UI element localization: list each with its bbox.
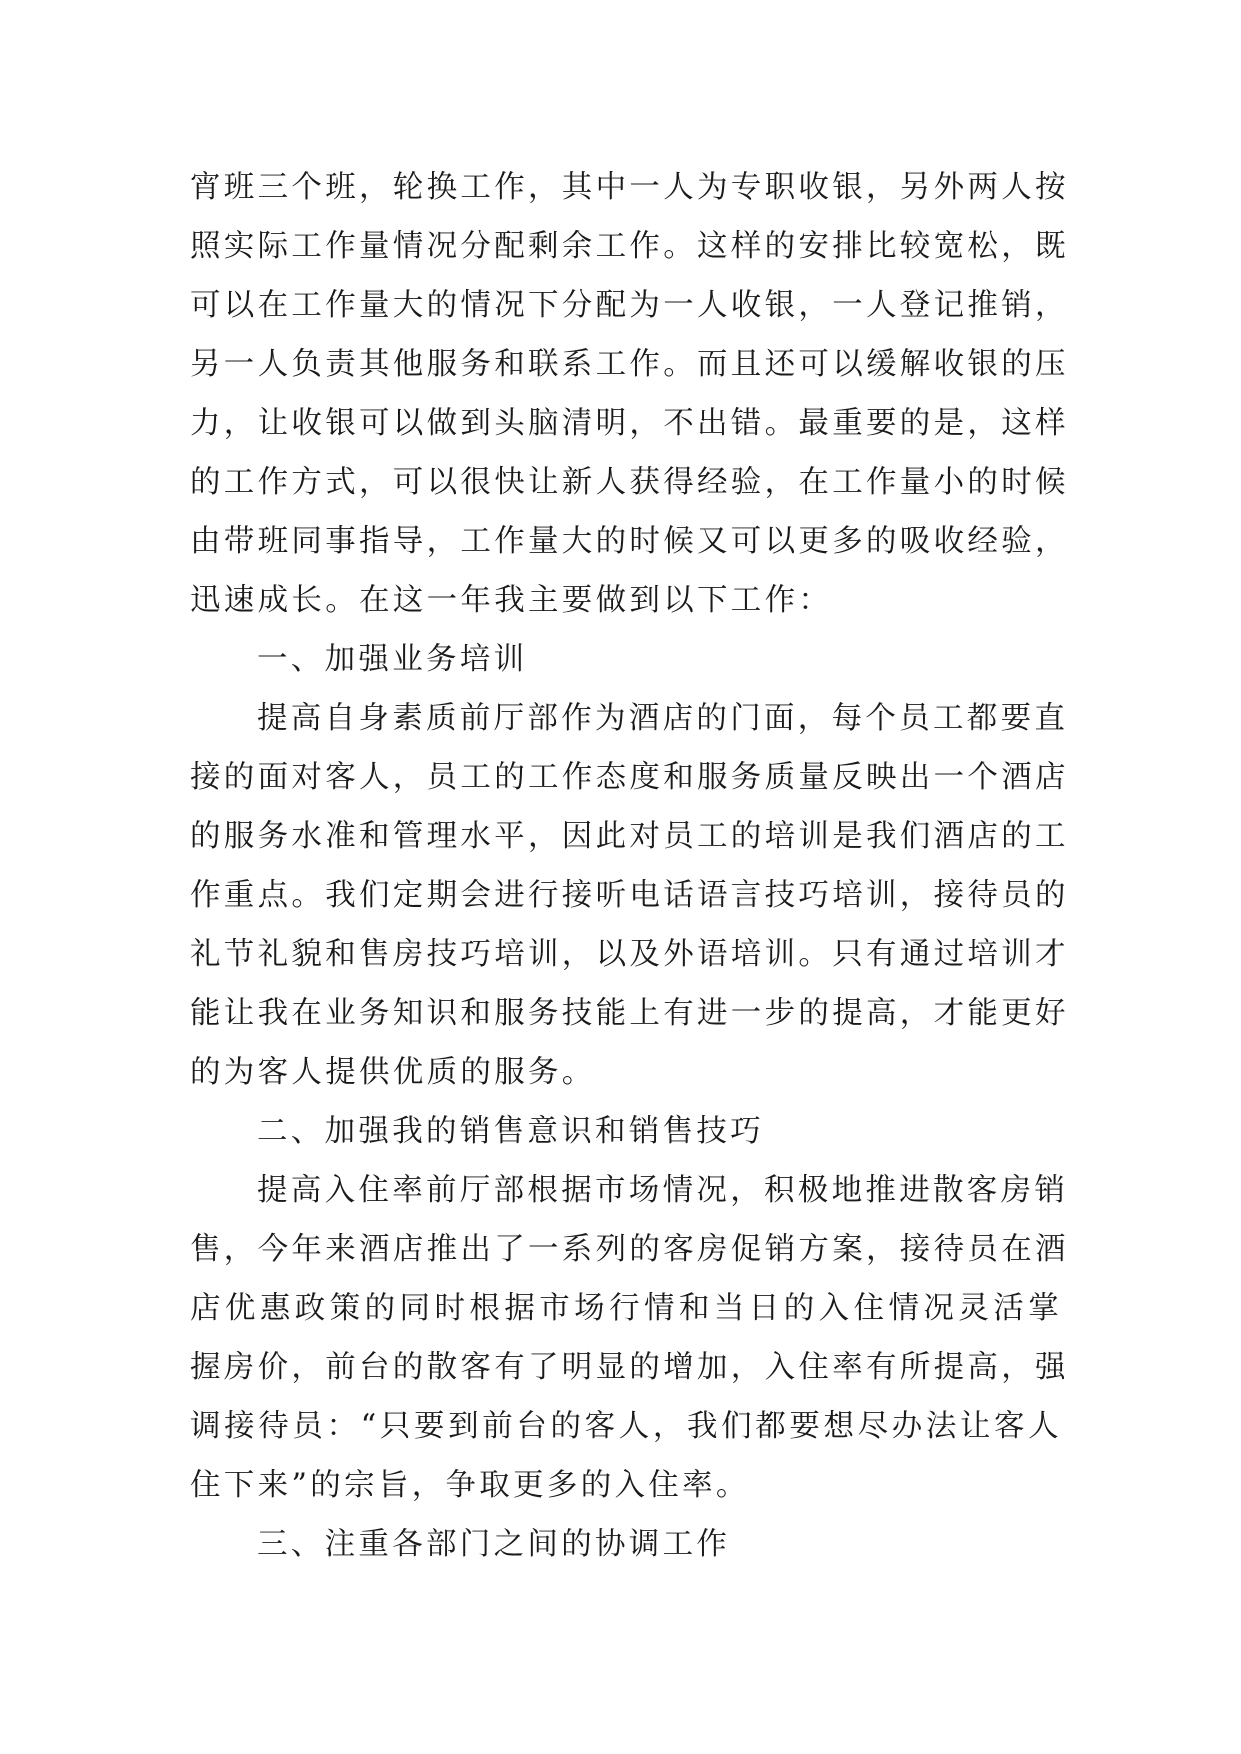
section-heading-1: 一、加强业务培训 xyxy=(257,642,528,677)
text-line: 能让我在业务知识和服务技能上有进一步的提高，才能更好 xyxy=(190,996,1069,1031)
text-line: 住下来”的宗旨，争取更多的入住率。 xyxy=(190,1468,750,1503)
text-line: 另一人负责其他服务和联系工作。而且还可以缓解收银的压 xyxy=(190,347,1069,382)
text-line: 握房价，前台的散客有了明显的增加，入住率有所提高，强 xyxy=(190,1350,1069,1385)
section-heading-3: 三、注重各部门之间的协调工作 xyxy=(257,1527,731,1562)
text-line: 的为客人提供优质的服务。 xyxy=(190,1055,596,1090)
text-line: 店优惠政策的同时根据市场行情和当日的入住情况灵活掌 xyxy=(190,1291,1062,1326)
text-line: 可以在工作量大的情况下分配为一人收银，一人登记推销， xyxy=(190,288,1069,323)
text-line: 迅速成长。在这一年我主要做到以下工作： xyxy=(190,583,833,618)
text-line: 的服务水准和管理水平，因此对员工的培训是我们酒店的工 xyxy=(190,819,1069,854)
section-2-paragraph xyxy=(190,1161,1069,1515)
text-line: 作重点。我们定期会进行接听电话语言技巧培训，接待员的 xyxy=(190,878,1069,913)
text-line: 提高自身素质前厅部作为酒店的门面，每个员工都要直 xyxy=(257,701,1069,736)
continuation-paragraph xyxy=(190,158,1069,630)
text-line: 力，让收银可以做到头脑清明，不出错。最重要的是，这样 xyxy=(190,406,1069,441)
text-line: 礼节礼貌和售房技巧培训，以及外语培训。只有通过培训才 xyxy=(190,937,1069,972)
section-1-paragraph xyxy=(190,689,1069,1102)
text-line: 照实际工作量情况分配剩余工作。这样的安排比较宽松，既 xyxy=(190,229,1069,264)
document-body xyxy=(190,158,1069,1574)
text-line: 调接待员：“只要到前台的客人，我们都要想尽办法让客人 xyxy=(190,1409,1062,1444)
text-line: 宵班三个班，轮换工作，其中一人为专职收银，另外两人按 xyxy=(190,170,1069,205)
section-heading-2: 二、加强我的销售意识和销售技巧 xyxy=(257,1114,764,1149)
text-line: 接的面对客人，员工的工作态度和服务质量反映出一个酒店 xyxy=(190,760,1069,795)
text-line: 提高入住率前厅部根据市场情况，积极地推进散客房销 xyxy=(257,1173,1069,1208)
text-line: 的工作方式，可以很快让新人获得经验，在工作量小的时候 xyxy=(190,465,1069,500)
text-line: 售，今年来酒店推出了一系列的客房促销方案，接待员在酒 xyxy=(190,1232,1069,1267)
text-line: 由带班同事指导，工作量大的时候又可以更多的吸收经验， xyxy=(190,524,1069,559)
